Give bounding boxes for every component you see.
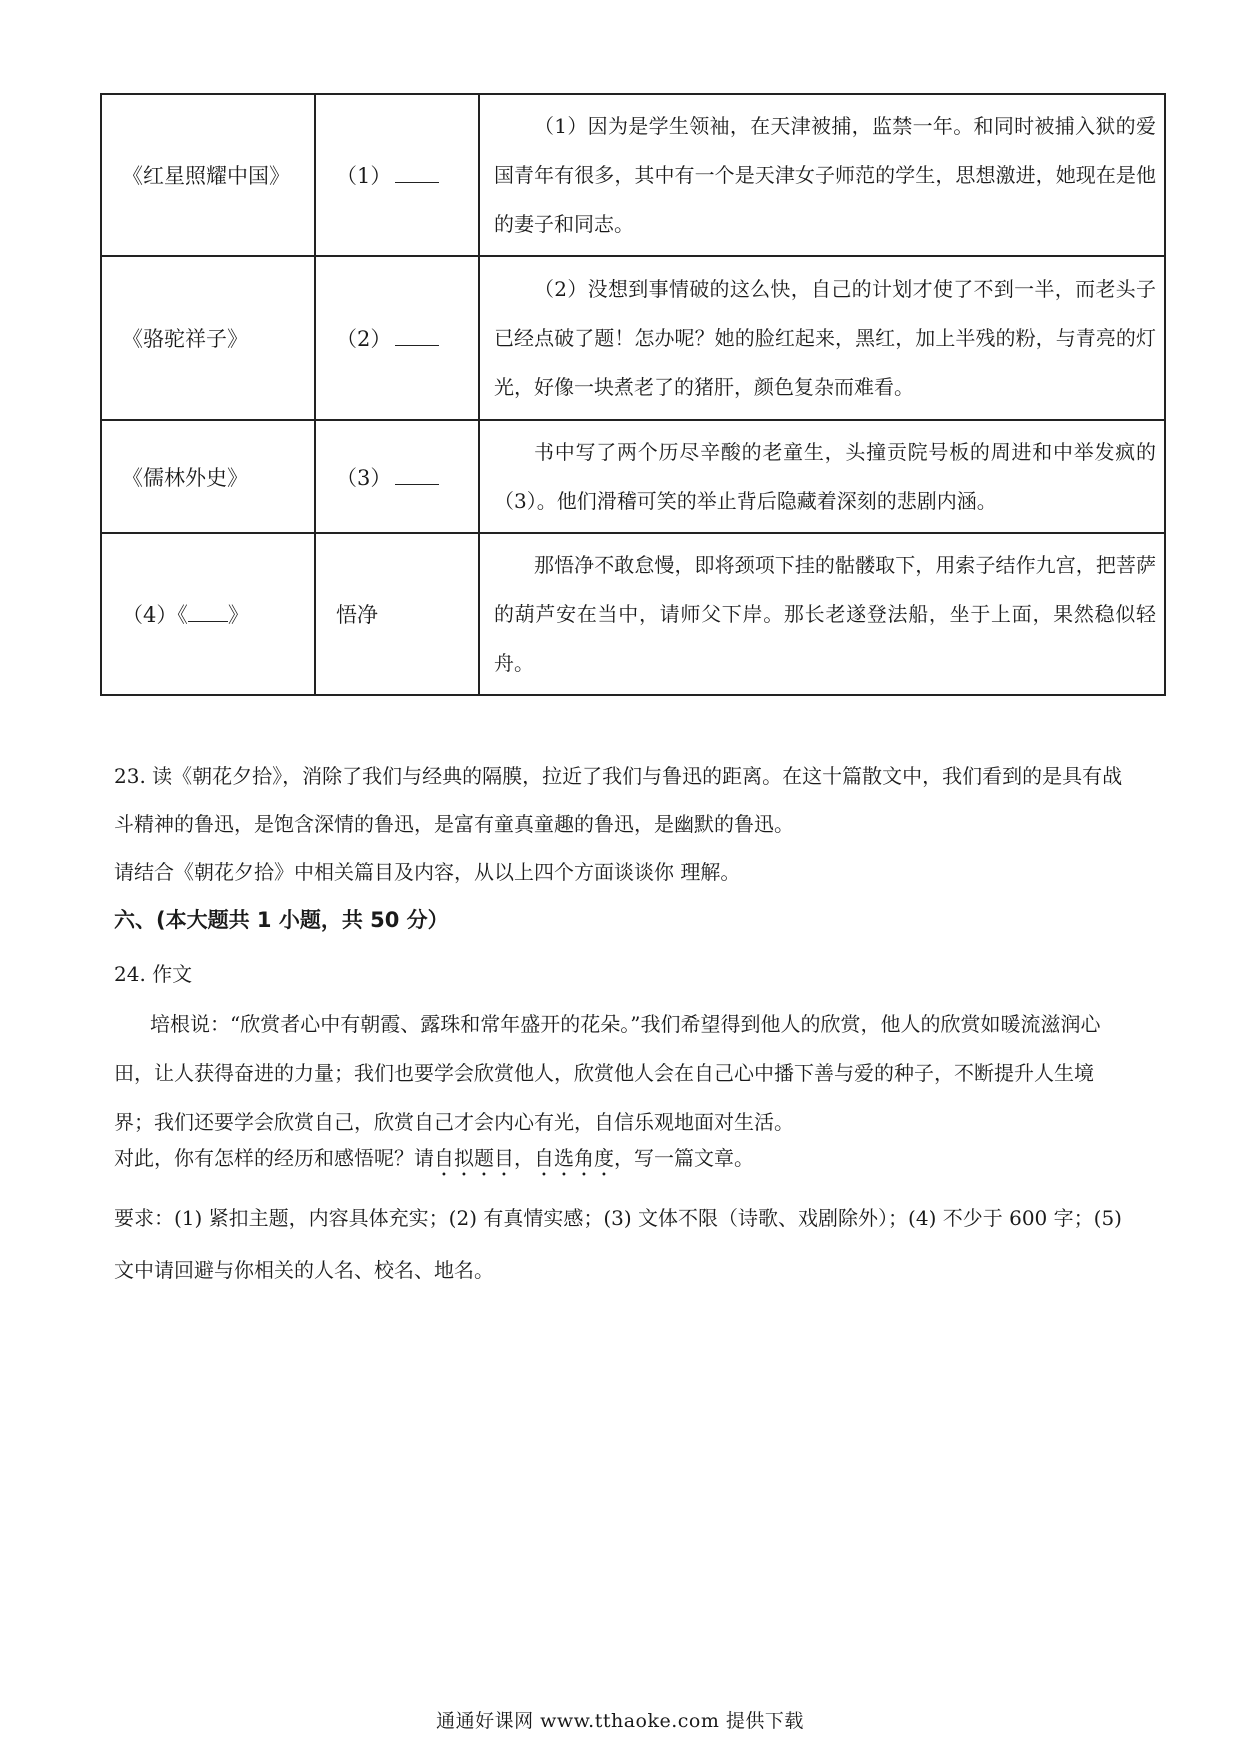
book-title-cell: 《红星照耀中国》	[101, 94, 315, 256]
essay-prompt-part: ，写一篇文章。	[614, 1146, 754, 1170]
table-row	[101, 94, 1165, 256]
emphasis-self-angle: 自选角度	[534, 1146, 614, 1170]
excerpt-cell: 那悟净不敢怠慢，即将颈项下挂的骷髅取下，用索子结作九宫，把菩萨的葫芦安在当中，请师父下岸。那长老遂登法船，坐于上面，果然稳似轻舟。	[479, 533, 1165, 695]
table-row	[101, 533, 1165, 695]
answer-blank	[395, 466, 439, 485]
table-row	[101, 256, 1165, 420]
essay-requirements: 要求：(1) 紧扣主题，内容具体充实；(2) 有真情实感；(3) 文体不限（诗歌、戏剧除外）；(4) 不少于 600 字；(5) 文中请回避与你相关的人名、校名、地名。	[114, 1206, 1122, 1282]
essay-prompt-part: ，	[514, 1146, 534, 1170]
footer-source: 通通好课网 www.tthaoke.com 提供下载	[436, 1710, 804, 1732]
character-cell: 悟净	[315, 533, 479, 695]
essay-material: 培根说：“欣赏者心中有朝霞、露珠和常年盛开的花朵。”我们希望得到他人的欣赏，他人的欣赏如暖流滋润心田，让人获得奋进的力量；我们也要学会欣赏他人，欣赏他人会在自己心中播下善与爱的种子，不断提升人生境界；我们还要学会欣赏自己，欣赏自己才会内心有光，自信乐观地面对生活。	[114, 1012, 1101, 1134]
book-title-prefix: （4）《	[122, 603, 188, 627]
character-answer-cell	[315, 94, 479, 256]
character-answer-cell	[315, 420, 479, 533]
essay-prompt-part: 对此，你有怎样的经历和感悟呢？请	[114, 1146, 434, 1170]
question-24-label: 24. 作文	[114, 962, 193, 986]
book-title-blank	[188, 603, 228, 622]
excerpt-cell: 书中写了两个历尽辛酸的老童生，头撞贡院号板的周进和中举发疯的（3）。他们滑稽可笑的举止背后隐藏着深刻的悲剧内涵。	[479, 420, 1165, 533]
section-6-title: 六、(本大题共 1 小题，共 50 分）	[114, 908, 449, 932]
book-title-suffix: 》	[227, 603, 249, 627]
answer-blank	[395, 327, 439, 346]
answer-number: （3）	[336, 465, 392, 490]
book-title-cell: 《儒林外史》	[101, 420, 315, 533]
book-character-table	[100, 93, 1166, 696]
essay-prompt	[114, 1134, 754, 1182]
question-23-text: 23. 读《朝花夕拾》，消除了我们与经典的隔膜，拉近了我们与鲁迅的距离。在这十篇散文中，我们看到的是具有战斗精神的鲁迅，是饱含深情的鲁迅，是富有童真童趣的鲁迅，是幽默的鲁迅。	[114, 764, 1123, 836]
emphasis-self-title: 自拟题目	[434, 1146, 514, 1170]
book-title-cell	[101, 533, 315, 695]
excerpt-cell: （1）因为是学生领袖，在天津被捕，监禁一年。和同时被捕入狱的爱国青年有很多，其中有一个是天津女子师范的学生，思想激进，她现在是他的妻子和同志。	[479, 94, 1165, 256]
excerpt-cell: （2）没想到事情破的这么快，自己的计划才使了不到一半，而老头子已经点破了题！怎办呢？她的脸红起来，黑红，加上半残的粉，与青亮的灯光，好像一块煮老了的猪肝，颜色复杂而难看。	[479, 256, 1165, 420]
question-23-prompt: 请结合《朝花夕拾》中相关篇目及内容，从以上四个方面谈谈你 理解。	[114, 860, 741, 884]
answer-number: （1）	[336, 164, 392, 188]
answer-number: （2）	[336, 327, 392, 351]
answer-blank	[395, 164, 439, 183]
character-answer-cell	[315, 256, 479, 420]
table-row	[101, 420, 1165, 533]
book-title-cell: 《骆驼祥子》	[101, 256, 315, 420]
